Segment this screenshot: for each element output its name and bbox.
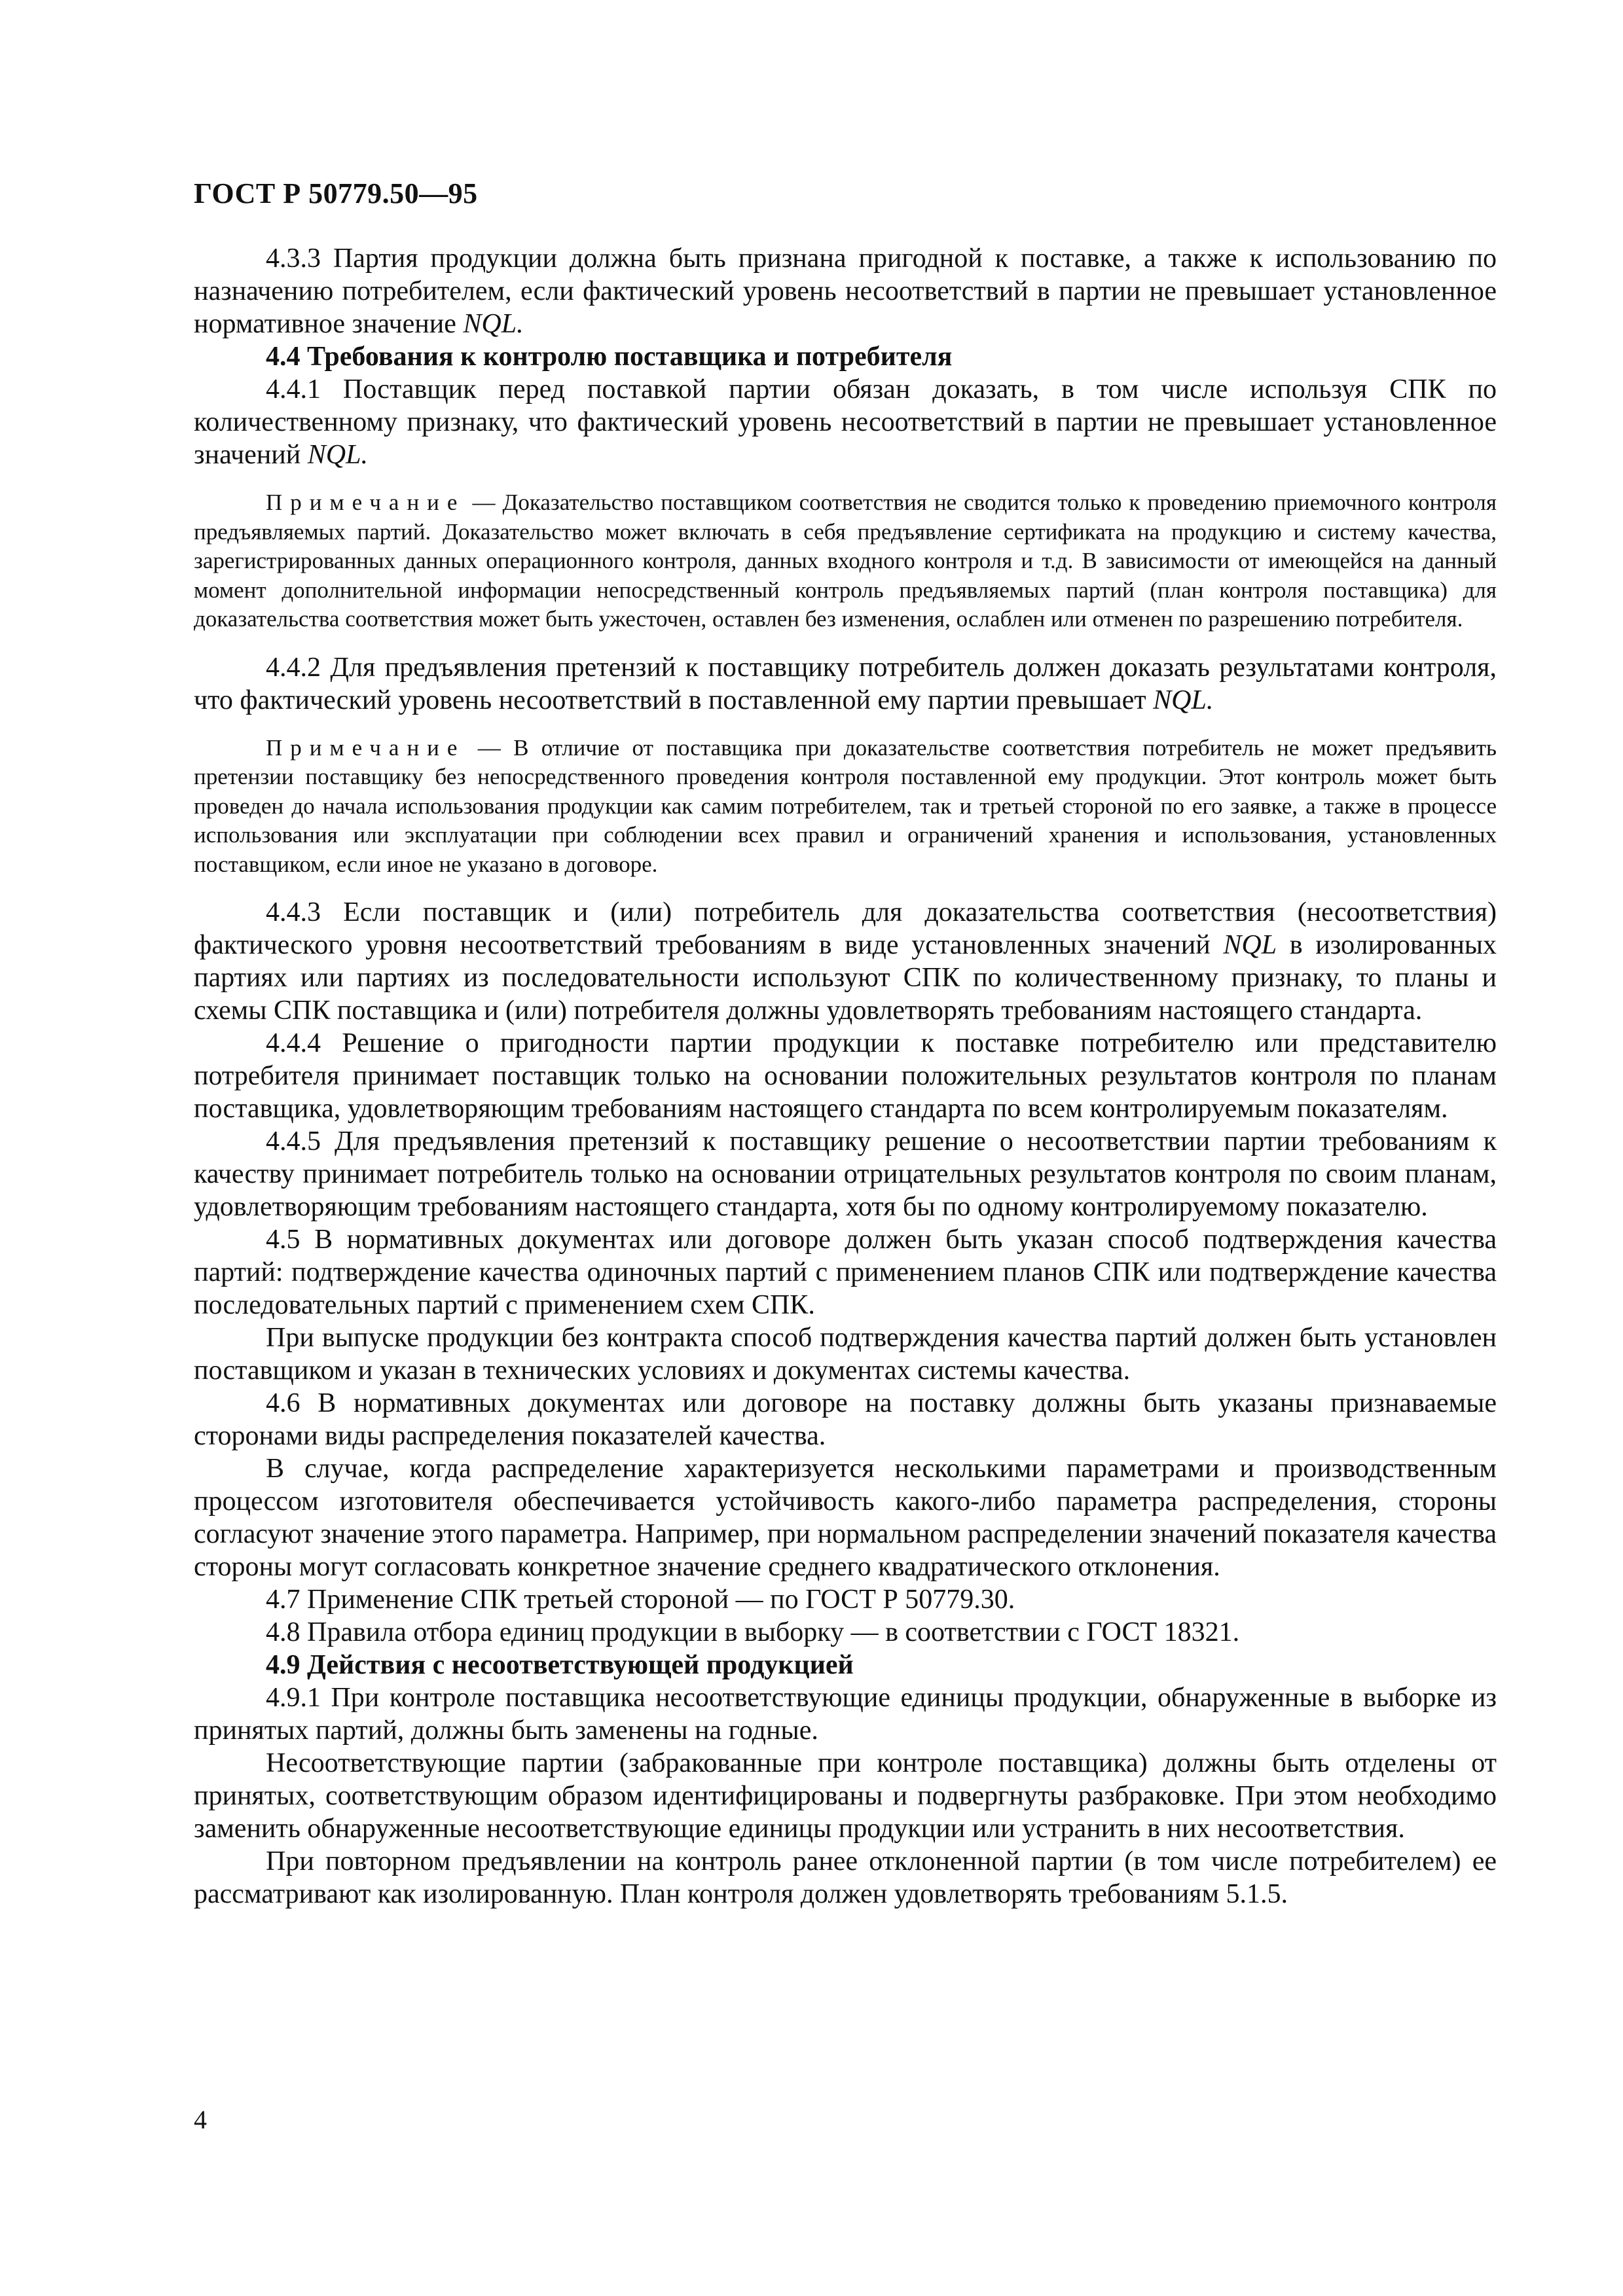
document-body bbox=[194, 242, 1497, 1910]
page-number: 4 bbox=[194, 2105, 207, 2134]
nql-symbol: NQL. bbox=[307, 440, 368, 470]
paragraph-4-5: 4.5 В нормативных документах или договоре должен быть указан способ подтверждения качества партий: подтверждение качества одиночных партий с применением планов СПК или подтверждение качества последовательных партий с применением схем СПК. bbox=[194, 1225, 1497, 1320]
note-label: Примечание bbox=[266, 734, 465, 761]
paragraph-text: в изолированных партиях или партиях из последовательности используют СПК по количественному признаку, то планы и схемы СПК поставщика и (или) потребителя должны удовлетворять требованиям настоящего стандарта. bbox=[194, 930, 1497, 1026]
paragraph-4-8: 4.8 Правила отбора единиц продукции в выборку — в соответствии с ГОСТ 18321. bbox=[266, 1617, 1240, 1647]
paragraph-4-4-1 bbox=[194, 373, 1497, 471]
paragraph-4-9-1-continued: Несоответствующие партии (забракованные при контроле поставщика) должны быть отделены от принятых, соответствующим образом идентифицированы и подвергнуты разбраковке. При этом необходимо заменить обнаруженные несоответствующие единицы продукции или устранить в них несоответствия. bbox=[194, 1748, 1497, 1844]
paragraph-4-4-5: 4.4.5 Для предъявления претензий к поставщику решение о несоответствии партии требованиям к качеству принимает потребитель только на основании отрицательных результатов контроля по своим планам, удовлетворяющим требованиям настоящего стандарта, хотя бы по одному контролируемому показателю. bbox=[194, 1126, 1497, 1222]
nql-symbol: NQL. bbox=[463, 309, 524, 339]
paragraph-4-4-4: 4.4.4 Решение о пригодности партии продукции к поставке потребителю или представителю потребителя принимает поставщик только на основании положительных результатов контроля по планам поставщика, удовлетворяющим требованиям настоящего стандарта по всем контролируемым показателям. bbox=[194, 1028, 1497, 1124]
paragraph-4-4-2 bbox=[194, 651, 1497, 717]
paragraph-4-5-continued: При выпуске продукции без контракта способ подтверждения качества партий должен быть установлен поставщиком и указан в технических условиях и документах системы качества. bbox=[194, 1323, 1497, 1386]
paragraph-4-4-3 bbox=[194, 896, 1497, 1027]
paragraph-text: 4.4.3 Если поставщик и (или) потребитель для доказательства соответствия (несоответствия) фактического уровня несоответствий требованиям в виде установленных значений bbox=[194, 897, 1497, 960]
paragraph-text: 4.4.1 Поставщик перед поставкой партии обязан доказать, в том числе используя СПК по количественному признаку, что фактический уровень несоответствий в партии не превышает установленное значений bbox=[194, 374, 1497, 470]
nql-symbol: NQL. bbox=[1153, 685, 1214, 715]
paragraph-4-6-continued: В случае, когда распределение характеризуется несколькими параметрами и производственным процессом изготовителя обеспечивается устойчивость какого-либо параметра распределения, стороны согласуют значение этого параметра. Например, при нормальном распределении значений показателя качества стороны могут согласовать конкретное значение среднего квадратического отклонения. bbox=[194, 1454, 1497, 1582]
section-heading-4-9: 4.9 Действия с несоответствующей продукцией bbox=[266, 1650, 854, 1680]
paragraph-4-7: 4.7 Применение СПК третьей стороной — по ГОСТ Р 50779.30. bbox=[266, 1585, 1015, 1615]
paragraph-text: 4.3.3 Партия продукции должна быть признана пригодной к поставке, а также к использованию по назначению потребителем, если фактический уровень несоответствий в партии не превышает установленное нормативное значение bbox=[194, 243, 1497, 339]
paragraph-4-3-3 bbox=[194, 242, 1497, 340]
note-2 bbox=[194, 734, 1497, 880]
paragraph-4-9-1-final: При повторном предъявлении на контроль ранее отклоненной партии (в том числе потребителем) ее рассматривают как изолированную. План контроля должен удовлетворять требованиям 5.1.5. bbox=[194, 1846, 1497, 1909]
document-header: ГОСТ Р 50779.50—95 bbox=[194, 177, 478, 209]
section-heading-4-4: 4.4 Требования к контролю поставщика и потребителя bbox=[266, 342, 953, 372]
note-text: — В отличие от поставщика при доказательстве соответствия потребитель не может предъявить претензии поставщику без непосредственного проведения контроля поставленной ему продукции. Этот контроль может быть проведен до начала использования продукции как самим потребителем, так и третьей стороной по его заявке, а также в процессе использования или эксплуатации при соблюдении всех правил и ограничений хранения и использования, установленных поставщиком, если иное не указано в договоре. bbox=[194, 734, 1497, 877]
paragraph-4-6: 4.6 В нормативных документах или договоре на поставку должны быть указаны признаваемые сторонами виды распределения показателей качества. bbox=[194, 1388, 1497, 1451]
note-text: — Доказательство поставщиком соответствия не сводится только к проведению приемочного контроля предъявляемых партий. Доказательство может включать в себя предъявление сертификата на продукцию и систему качества, зарегистрированных данных операционного контроля, данных входного контроля и т.д. В зависимости от имеющейся на данный момент дополнительной информации непосредственный контроль предъявляемых партий (план контроля поставщика) для доказательства соответствия может быть ужесточен, оставлен без изменения, ослаблен или отменен по разрешению потребителя. bbox=[194, 490, 1497, 632]
paragraph-text: 4.4.2 Для предъявления претензий к поставщику потребитель должен доказать результатами контроля, что фактический уровень несоответствий в поставленной ему партии превышает bbox=[194, 652, 1497, 715]
note-label: Примечание bbox=[266, 490, 465, 515]
paragraph-4-9-1: 4.9.1 При контроле поставщика несоответствующие единицы продукции, обнаруженные в выборке из принятых партий, должны быть заменены на годные. bbox=[194, 1683, 1497, 1746]
nql-symbol: NQL bbox=[1223, 930, 1277, 960]
note-1 bbox=[194, 488, 1497, 634]
